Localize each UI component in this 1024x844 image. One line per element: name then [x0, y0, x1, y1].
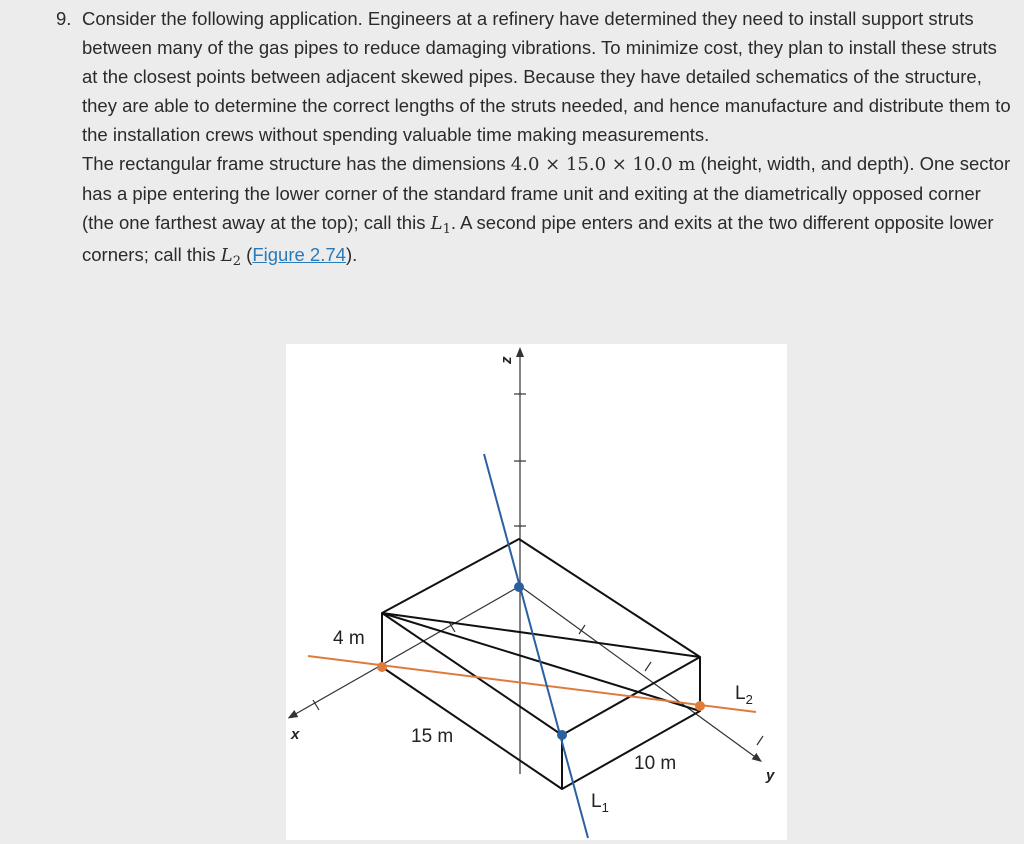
label-depth: 10 m	[634, 753, 677, 774]
box-diagonal	[382, 613, 700, 657]
dimensions-math: 4.0 × 15.0 × 10.0 m	[510, 154, 696, 175]
axis-label-z: z	[498, 356, 515, 364]
label-width: 15 m	[411, 726, 454, 747]
label-height: 4 m	[333, 628, 365, 649]
problem-paragraph-1: Consider the following application. Engineers at a refinery have determined they need to install support struts between many of the gas pipes to reduce damaging vibrations. To minimize cost, they plan to install these struts at the closest points between adjacent skewed pipes. Because they have detailed schematics of the structure, they are able to determine the correct lengths of the struts needed, and hence manufacture and distribute them to the installation crews without spending valuable time making measurements.	[82, 8, 1011, 145]
label-l1: $L_1$	[591, 791, 609, 815]
l1-point-top	[514, 582, 524, 592]
l2-math: $L_2$	[220, 245, 242, 269]
figure-2-74	[286, 344, 787, 840]
p2-text-d: (	[241, 244, 253, 265]
axis-label-y: y	[766, 767, 775, 784]
y-axis	[520, 586, 758, 759]
problem-number: 9.	[56, 8, 72, 29]
problem-body	[82, 4, 1012, 272]
figure-svg	[286, 344, 787, 840]
line-l1	[484, 454, 588, 838]
problem-paragraph-2	[82, 149, 1012, 272]
l2-point-left	[377, 662, 387, 672]
figure-link[interactable]: Figure 2.74	[252, 244, 346, 265]
p2-text-e: ).	[345, 244, 358, 265]
l2-point-right	[695, 701, 705, 711]
l1-math: $L_1$	[430, 213, 451, 237]
y-tick	[757, 736, 763, 745]
x-axis	[292, 586, 520, 716]
l1-point-bottom	[557, 730, 567, 740]
p2-text-a: The rectangular frame structure has the dimensions	[82, 153, 511, 174]
p2-text-b: (height, width, and depth). One sector has a pipe entering the lower corner of the standard frame unit and exiting at the diametrically opposed corner (the one farthest away at the top); call this	[82, 153, 1011, 233]
axis-label-x: x	[291, 726, 300, 743]
p2-text-c: . A second pipe enters and exits at the two different opposite lower corners; call this	[82, 212, 994, 265]
label-l2: $L_2$	[735, 683, 753, 707]
y-tick	[645, 662, 651, 671]
